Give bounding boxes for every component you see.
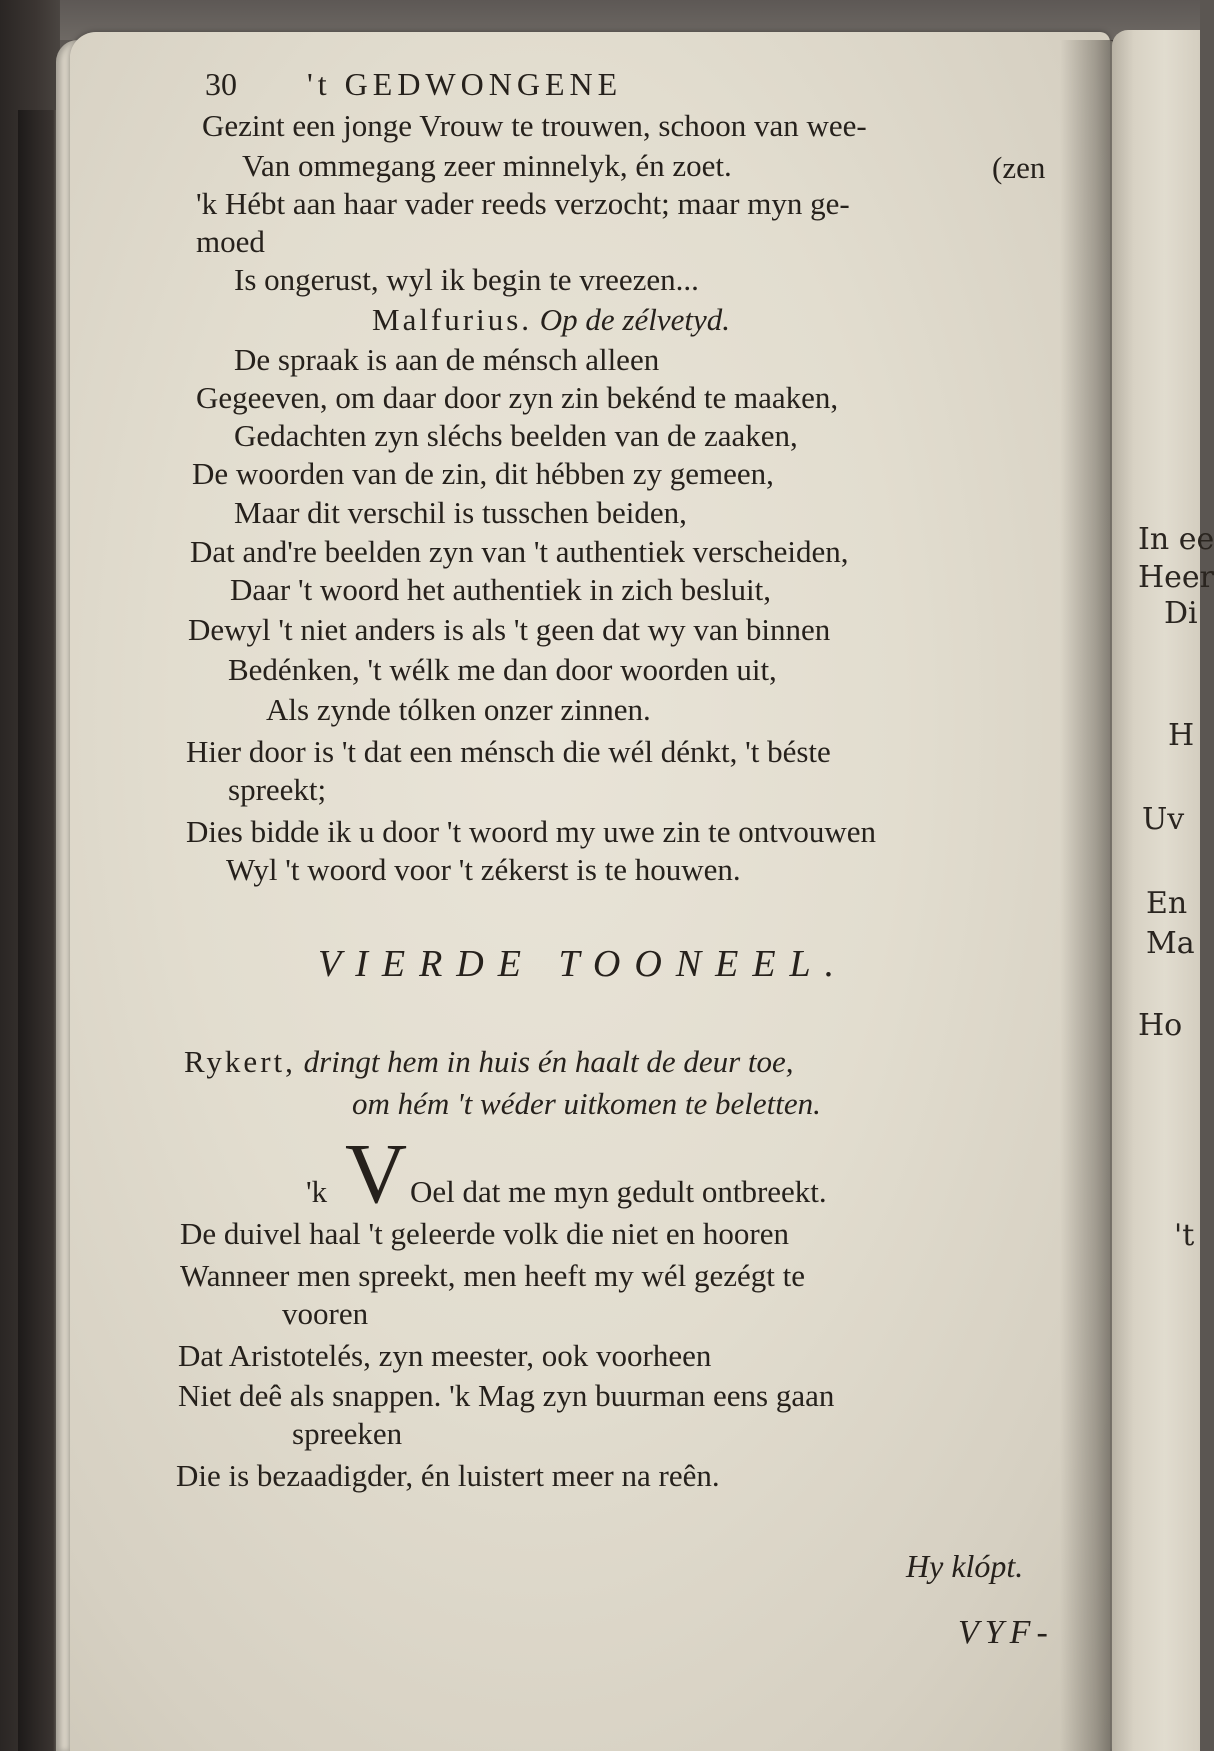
verse-line: Als zynde tólken onzer zinnen.	[266, 692, 651, 727]
verse-line: De spraak is aan de ménsch alleen	[234, 342, 660, 377]
verse-line: Wyl 't woord voor 't zékerst is te houwen.	[226, 852, 741, 887]
speaker-direction: Op de zélvetyd.	[539, 302, 730, 337]
verse-line: Dat Aristotelés, zyn meester, ook voorheen	[178, 1338, 712, 1373]
speaker-name: Malfurius.	[372, 302, 533, 337]
facing-page-fragment: Di	[1164, 596, 1198, 631]
verse-line: Dewyl 't niet anders is als 't geen dat wy van binnen	[188, 612, 831, 647]
running-head	[205, 66, 622, 103]
facing-page-fragment: En	[1146, 886, 1188, 921]
verse-line: Gedachten zyn sléchs beelden van de zaaken,	[234, 418, 798, 453]
facing-page-fragment: H	[1168, 718, 1195, 753]
verse-line: Oel dat me myn gedult ontbreekt.	[410, 1174, 827, 1209]
facing-page-fragment: 't	[1174, 1218, 1195, 1253]
verse-line: Gezint een jonge Vrouw te trouwen, schoon van wee-	[202, 108, 867, 143]
running-title: 't GEDWONGENE	[307, 66, 623, 102]
stage-direction: Hy klópt.	[906, 1548, 1024, 1584]
verse-line: spreekt;	[228, 772, 327, 807]
verse-line: Die is bezaadigder, én luistert meer na reên.	[176, 1458, 720, 1493]
verse-line: moed	[196, 224, 265, 259]
verse-line: Dat and're beelden zyn van 't authentiek verscheiden,	[190, 534, 849, 569]
verse-line: Bedénken, 't wélk me dan door woorden uit,	[228, 652, 777, 687]
facing-page-fragment: Uv	[1142, 802, 1185, 837]
verse-line: Maar dit verschil is tusschen beiden,	[234, 495, 687, 530]
scene-heading: VIERDE TOONEEL.	[318, 943, 849, 985]
page-number: 30	[205, 66, 237, 102]
facing-page-fragment: Ma	[1146, 926, 1195, 961]
verse-line: Van ommegang zeer minnelyk, én zoet.	[242, 148, 732, 183]
verse-line: vooren	[282, 1296, 369, 1331]
speaker-direction: dringt hem in huis én haalt de deur toe,	[303, 1044, 794, 1079]
gutter-shadow	[1060, 40, 1120, 1751]
verse-line: spreeken	[292, 1416, 403, 1451]
verse-line: Hier door is 't dat een ménsch die wél dénkt, 't béste	[186, 734, 831, 769]
facing-page	[1112, 30, 1214, 1751]
facing-page-fragment: In ee	[1138, 522, 1214, 557]
verse-line: Niet deê als snappen. 'k Mag zyn buurman eens gaan	[178, 1378, 835, 1413]
verse-line: Is ongerust, wyl ik begin te vreezen...	[234, 262, 699, 297]
speaker-heading	[372, 304, 730, 335]
speaker-name: Rykert,	[184, 1044, 296, 1079]
speaker-direction-continued: om hém 't wéder uitkomen te beletten.	[352, 1086, 821, 1121]
drop-cap: V	[345, 1125, 408, 1221]
verse-line: Daar 't woord het authentiek in zich besluit,	[230, 572, 772, 607]
facing-page-fragment: Ho	[1138, 1008, 1183, 1043]
verse-line: Wanneer men spreekt, men heeft my wél gezégt te	[180, 1258, 805, 1293]
drop-cap-prefix: 'k	[306, 1174, 328, 1209]
catchword: VYF-	[958, 1614, 1054, 1651]
verse-line: Dies bidde ik u door 't woord my uwe zin te ontvouwen	[186, 814, 877, 849]
verse-line: Gegeeven, om daar door zyn zin bekénd te maaken,	[196, 380, 839, 415]
facing-page-fragment: Heer	[1138, 560, 1214, 595]
verse-line: De duivel haal 't geleerde volk die niet en hooren	[180, 1216, 789, 1251]
speaker-heading	[184, 1046, 794, 1077]
verse-line-turnover: (zen	[992, 150, 1046, 185]
verse-line: 'k Hébt aan haar vader reeds verzocht; maar myn ge-	[196, 186, 850, 221]
verse-line: De woorden van de zin, dit hébben zy gemeen,	[192, 456, 774, 491]
